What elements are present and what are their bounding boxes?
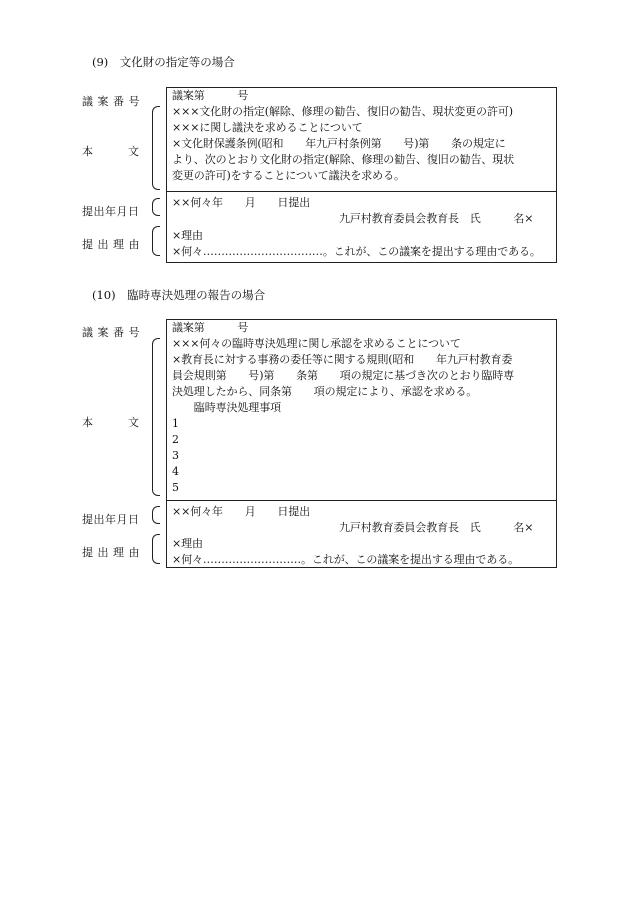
section10-reason-line: ×理由 (172, 537, 203, 550)
section9-reason-line: ×理由 (172, 229, 203, 242)
section9-reason-line: ×何々……………………………。これが、この議案を提出する理由である。 (172, 245, 541, 258)
section10-label-reason: 提 出 理 由 (82, 546, 140, 559)
section9-body-line: ×××に関し議決を求めることについて (172, 121, 363, 134)
section10-body-line: 決処理したから、同条第 項の規定により、承認を求める。 (172, 385, 478, 398)
section9-label-reason: 提 出 理 由 (82, 238, 140, 251)
section10-item: 2 (172, 433, 179, 446)
section10-item: 1 (172, 417, 179, 430)
section9-heading: (9) 文化財の指定等の場合 (92, 55, 235, 69)
section10-reason-line: ×何々………………………。これが、この議案を提出する理由である。 (172, 553, 520, 566)
section9-date-line: ××何々年 月 日提出 (172, 196, 311, 209)
section10-date-line: ××何々年 月 日提出 (172, 505, 311, 518)
section10-item: 3 (172, 449, 179, 462)
section9-body-line: より、次のとおり文化財の指定(解除、修理の勧告、復旧の勧告、現状 (172, 153, 515, 166)
section10-body-brace (152, 338, 160, 496)
section10-signer: 九戸村教育委員会教育長 氏 名× (339, 521, 534, 534)
section10-item: 4 (172, 465, 179, 478)
section10-date-brace (152, 506, 160, 524)
section10-body-line: ×××何々の臨時専決処理に関し承認を求めることについて (172, 337, 461, 350)
section10-label-date: 提出年月日 (82, 513, 140, 526)
section9-box (166, 87, 557, 263)
section9-divider (167, 191, 556, 192)
section10-box (166, 319, 557, 568)
section9-body-line: ×文化財保護条例(昭和 年九戸村条例第 号)第 条の規定に (172, 137, 506, 150)
section9-label-body: 本 文 (82, 145, 140, 158)
section10-bill-number: 議案第 号 (172, 321, 249, 334)
section9-label-bill-number: 議 案 番 号 (82, 95, 140, 108)
section10-divider (167, 500, 556, 501)
section10-body-line: 員会規則第 号)第 条第 項の規定に基づき次のとおり臨時専 (172, 369, 515, 382)
section9-body-line: 変更の許可)をすることについて議決を求める。 (172, 169, 405, 182)
section10-heading: (10) 臨時専決処理の報告の場合 (92, 288, 266, 302)
section10-body-line: ×教育長に対する事務の委任等に関する規則(昭和 年九戸村教育委 (172, 353, 513, 366)
section9-bill-number: 議案第 号 (172, 89, 249, 102)
section9-body-line: ×××文化財の指定(解除、修理の勧告、復旧の勧告、現状変更の許可) (172, 105, 513, 118)
section10-body-line: 臨時専決処理事項 (172, 401, 281, 414)
section9-signer: 九戸村教育委員会教育長 氏 名× (339, 212, 534, 225)
section9-label-date: 提出年月日 (82, 205, 140, 218)
section10-item: 5 (172, 481, 179, 494)
section10-reason-brace (152, 534, 160, 564)
section9-date-brace (152, 198, 160, 216)
section10-label-body: 本 文 (82, 416, 140, 429)
section9-body-brace (152, 106, 160, 190)
section10-label-bill-number: 議 案 番 号 (82, 326, 140, 339)
section9-reason-brace (152, 226, 160, 256)
